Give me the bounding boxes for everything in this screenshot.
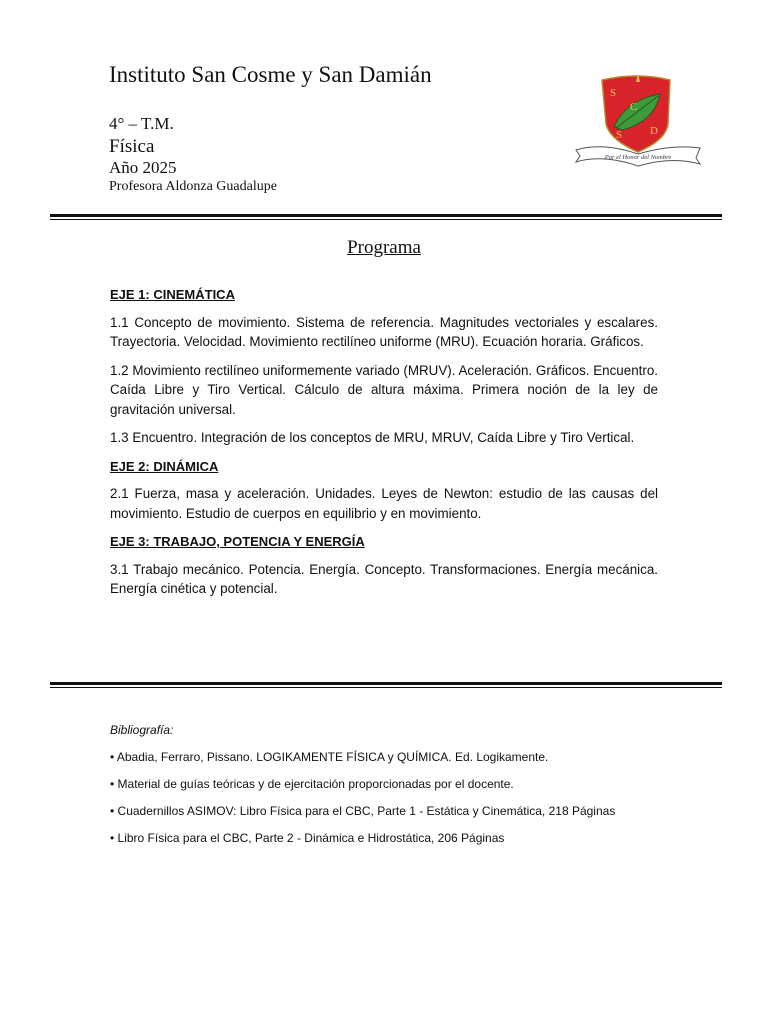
crest-letter: C [630, 101, 638, 113]
program-item: 3.1 Trabajo mecánico. Potencia. Energía. Concepto. Transformaciones. Energía mecánica. Energía cinética y potencial. [110, 561, 658, 596]
program-title: Programa [347, 237, 421, 258]
program-item: 2.1 Fuerza, masa y aceleración. Unidades. Leyes de Newton: estudio de las causas del movimiento. Estudio de cuerpos en equilibrio y en movimiento. [110, 486, 658, 521]
header-divider [50, 214, 722, 220]
school-name: Instituto San Cosme y San Damián [109, 62, 432, 87]
program-item: 1.1 Concepto de movimiento. Sistema de referencia. Magnitudes vectoriales y escalares. Trayectoria. Velocidad. Movimiento rectilíneo uniforme (MRU). Ecuación horaria. Gráficos. [110, 314, 658, 349]
subject-label: Física [109, 136, 155, 157]
crest-letter: D [650, 125, 658, 137]
bibliography-item: • Cuadernillos ASIMOV: Libro Física para el CBC, Parte 1 - Estática y Cinemática, 218 Páginas [110, 804, 616, 818]
document-header [0, 0, 768, 210]
bibliography-item: • Abadia, Ferraro, Pissano. LOGIKAMENTE FÍSICA y QUÍMICA. Ed. Logikamente. [110, 750, 549, 764]
course-label: 4° – T.M. [109, 114, 174, 133]
bibliography-section [110, 722, 658, 857]
year-label: Año 2025 [109, 158, 177, 177]
school-crest-logo [572, 72, 704, 170]
bibliography-item: • Material de guías teóricas y de ejercitación proporcionadas por el docente. [110, 777, 514, 791]
footer-divider [50, 682, 722, 688]
crest-letter: S [610, 87, 617, 99]
crest-motto: Por el Honor del Nombre [604, 154, 672, 161]
crest-letter: S [616, 129, 623, 141]
axis-title: EJE 1: CINEMÁTICA [110, 287, 235, 302]
bibliography-title: Bibliografía: [110, 723, 174, 737]
axis-title: EJE 3: TRABAJO, POTENCIA Y ENERGÍA [110, 534, 365, 549]
program-content [110, 285, 658, 608]
axis-title: EJE 2: DINÁMICA [110, 458, 219, 474]
program-item: 1.3 Encuentro. Integración de los conceptos de MRU, MRUV, Caída Libre y Tiro Vertical. [110, 430, 635, 445]
bibliography-item: • Libro Física para el CBC, Parte 2 - Dinámica e Hidrostática, 206 Páginas [110, 831, 505, 845]
teacher-name: Profesora Aldonza Guadalupe [109, 179, 277, 194]
program-item: 1.2 Movimiento rectilíneo uniformemente variado (MRUV). Aceleración. Gráficos. Encuentro. Caída Libre y Tiro Vertical. Cálculo de altura máxima. Primera noción de la ley de gravitación universal. [110, 362, 658, 417]
